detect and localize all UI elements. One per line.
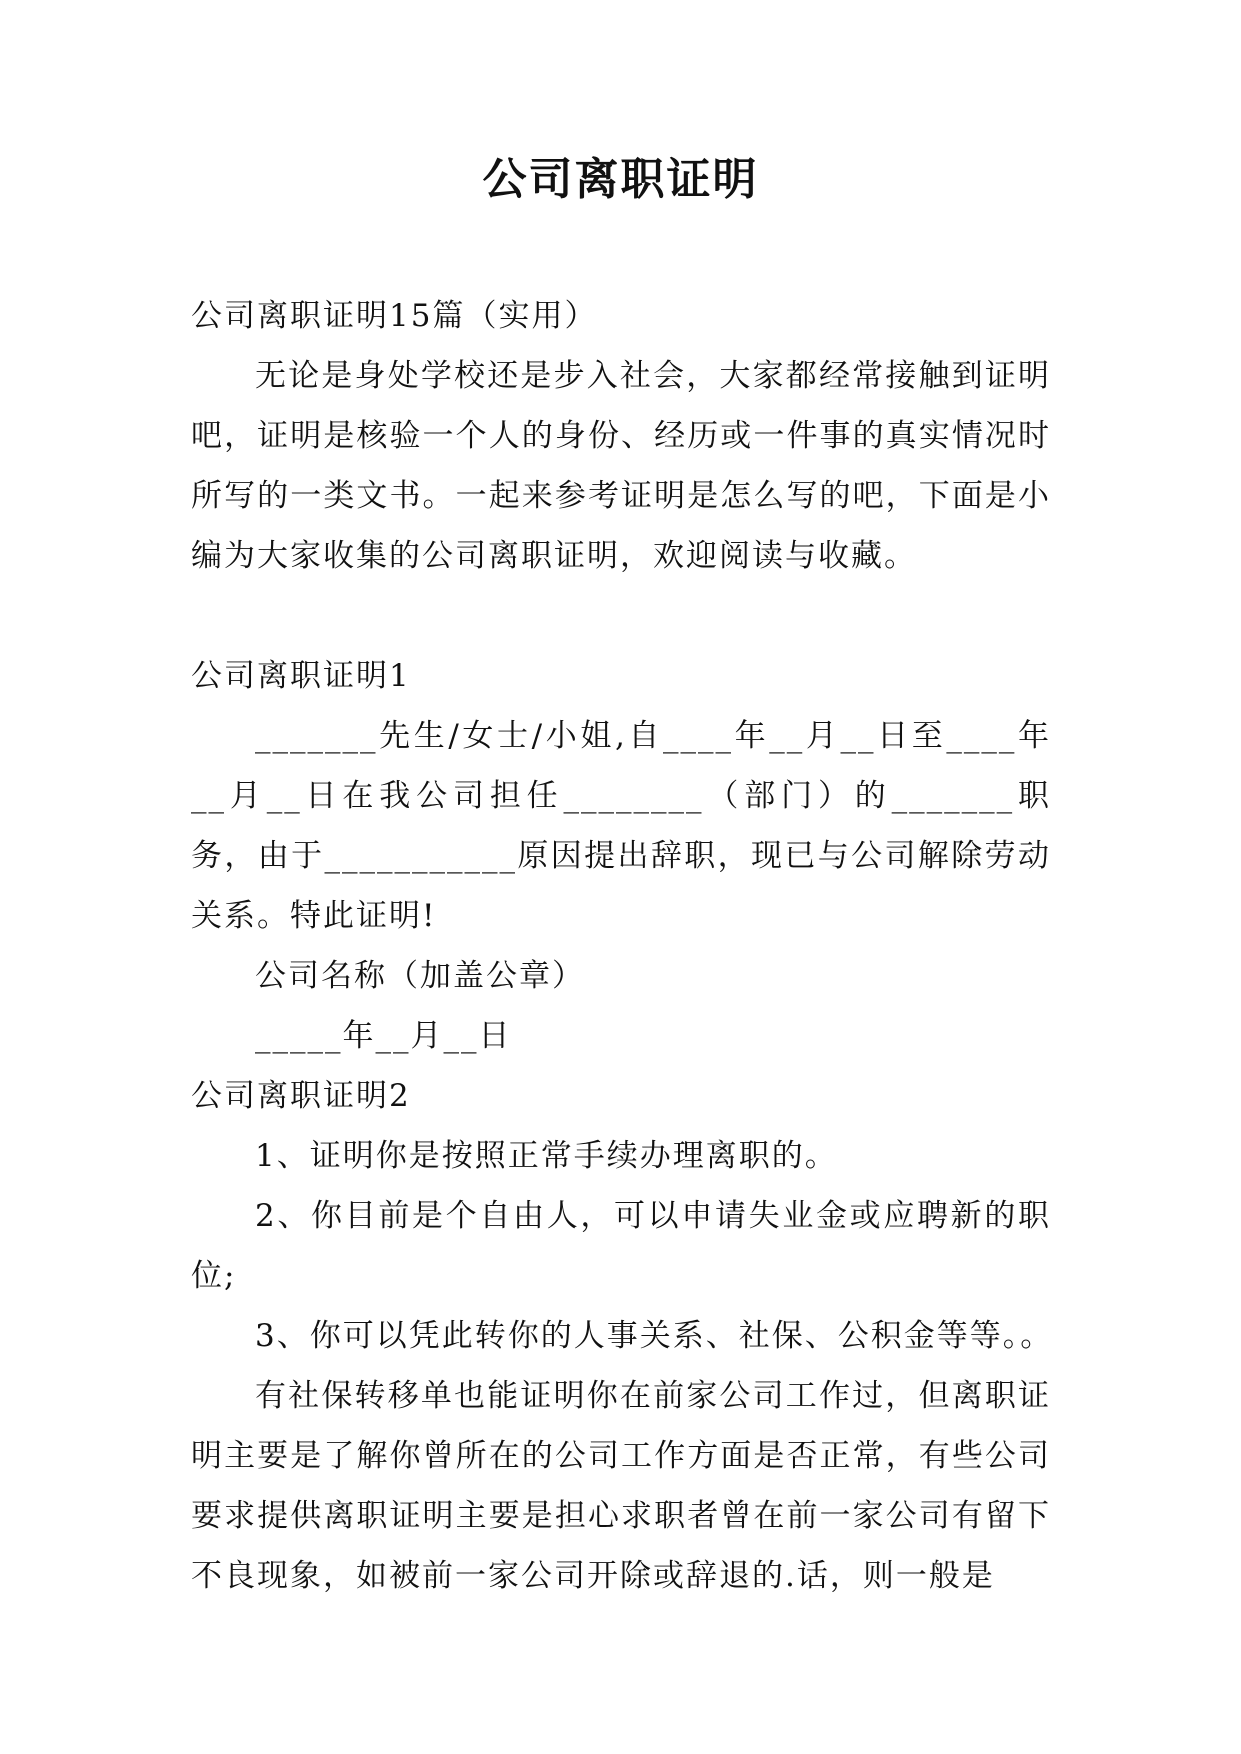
intro-paragraph: 无论是身处学校还是步入社会，大家都经常接触到证明吧，证明是核验一个人的身份、经历或一件事的真实情况时所写的一类文书。一起来参考证明是怎么写的吧，下面是小编为大家收集的公司离职证明，欢迎阅读与收藏。 bbox=[191, 358, 1051, 574]
section1-company: 公司名称（加盖公章） bbox=[255, 958, 585, 994]
section2-item3: 3、你可以凭此转你的人事关系、社保、公积金等等。。 bbox=[255, 1318, 1054, 1354]
section1-heading: 公司离职证明1 bbox=[191, 658, 411, 694]
document-title: 公司离职证明 bbox=[482, 154, 759, 205]
section1-body: _______先生/女士/小姐,自____年__月__日至____年__月__日在我公司担任________（部门）的_______职务，由于___________原因提出辞职，现已与公司解除劳动关系。特此证明! bbox=[191, 718, 1051, 934]
spacer bbox=[191, 586, 1051, 646]
document-body bbox=[191, 286, 1054, 1606]
section2-item1: 1、证明你是按照正常手续办理离职的。 bbox=[255, 1138, 838, 1174]
section2-paragraph: 有社保转移单也能证明你在前家公司工作过，但离职证明主要是了解你曾所在的公司工作方面是否正常，有些公司要求提供离职证明主要是担心求职者曾在前一家公司有留下不良现象，如被前一家公司开除或辞退的.话，则一般是 bbox=[191, 1378, 1051, 1594]
section1-date: _____年__月__日 bbox=[255, 1018, 512, 1054]
section2-item2: 2、你目前是个自由人，可以申请失业金或应聘新的职位; bbox=[191, 1198, 1051, 1294]
document-subtitle: 公司离职证明15篇（实用） bbox=[191, 298, 598, 334]
section2-heading: 公司离职证明2 bbox=[191, 1078, 411, 1114]
